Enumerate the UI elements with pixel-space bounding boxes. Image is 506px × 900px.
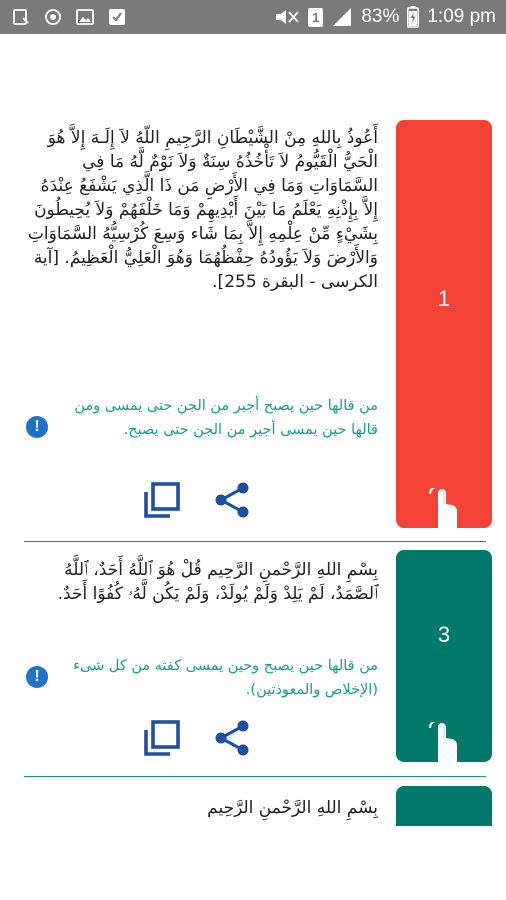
card-divider [24,776,486,777]
screenshot-icon [12,8,30,26]
counter-button[interactable] [396,786,492,826]
zikr-text: بِسْمِ اللهِ الرَّحْمنِ الرَّحِيم [207,798,378,818]
copy-button[interactable] [142,480,182,520]
zikr-text: أَعُوذُ بِاللهِ مِنْ الشَّيْطَانِ الرَّجِيمِ اللّهُ لاَ إِلَـهَ إِلاَّ هُوَ الْحَيُّ الْقَيُّومُ لاَ تَأْخُذُهُ سِنَةٌ وَلاَ نَوْمٌ لَّهُ مَا فِي السَّمَاوَاتِ وَمَا فِي الأَرْضِ مَن ذَا الَّذِي يَشْفَعُ عِنْدَهُ إِلاَّ بِإِذْنِهِ يَعْلَمُ مَا بَيْنَ أَيْدِيهِمْ وَمَا خَلْفَهُمْ وَلاَ يُحِيطُونَ بِشَيْءٍ مِّنْ عِلْمِهِ إِلاَّ بِمَا شَاء وَسِعَ كُرْسِيُّهُ السَّمَاوَاتِ وَالأَرْضَ وَلاَ يَؤُودُهُ حِفْظُهُمَا وَهُوَ الْعَلِيُّ الْعَظِيمُ. [آية الكرسى - البقرة 255]. [27,128,378,292]
battery-percent: 83% [361,6,400,27]
counter-button[interactable] [396,550,492,762]
tap-hand-icon [426,488,460,528]
share-button[interactable] [212,480,252,520]
notification-icons [12,0,126,34]
info-icon[interactable]: ! [26,666,48,688]
counter-value: 3 [437,622,451,647]
counter-button[interactable] [396,120,492,528]
shield-icon [108,8,126,26]
zikr-text: بِسْمِ اللهِ الرَّحْمنِ الرَّحِيم قُلْ هُوَ ٱللَّهُ أَحَدٌ، ٱللَّهُ ٱلصَّمَدُ، لَمْ يَلِدْ وَلَمْ يُولَدْ، وَلَمْ يَكُن لَّهُۥ كُفُوًا أَحَدٌ. [57,560,378,604]
sync-icon [44,8,62,26]
system-status [274,0,496,34]
virtue-note: من قالها حين يصبح وحين يمسى كفته من كل شىء (الإخلاص والمعوذتين). [73,658,378,698]
mute-icon [274,8,300,26]
share-button[interactable] [212,718,252,758]
zikr-card [0,550,506,770]
battery-charging-icon [407,6,419,28]
sim-icon: 1 [308,8,323,27]
clock-time: 1:09 pm [427,6,496,27]
info-icon[interactable]: ! [26,416,48,438]
copy-button[interactable] [142,718,182,758]
counter-value: 1 [437,286,451,311]
image-icon [76,8,94,26]
virtue-note: من قالها حين يصبح أجير من الجن حتى يمسى ومن قالها حين يمسى أجير من الجن حتى يصبح. [74,398,378,438]
signal-icon [331,7,353,27]
card-divider [24,541,486,542]
tap-hand-icon [426,722,460,762]
zikr-card [0,786,506,826]
status-bar [0,0,506,34]
zikr-card [0,120,506,540]
